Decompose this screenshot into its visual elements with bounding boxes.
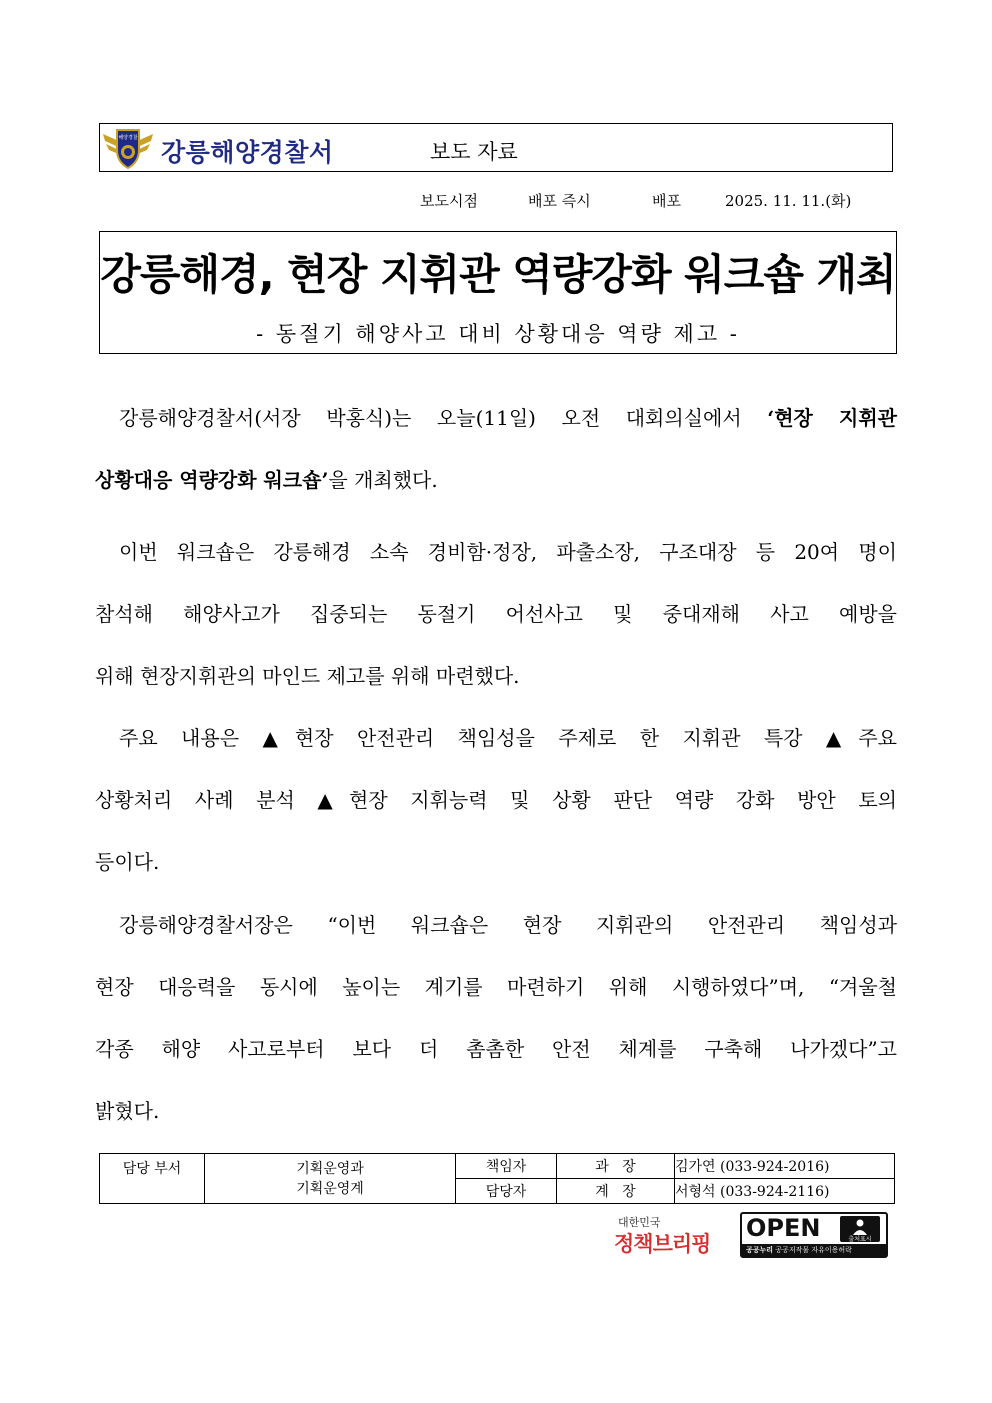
- paragraph-line: 주요 내용은 ▲현장 안전관리 책임성을 주제로 한 지휘관 특강 ▲주요: [119, 726, 897, 750]
- paragraph-line: 이번 워크숍은 강릉해경 소속 경비함·정장, 파출소장, 구조대장 등 20여 명이: [119, 540, 897, 564]
- policy-logo-text: [614, 1228, 710, 1258]
- dept-label: 담당 부서: [100, 1154, 205, 1204]
- document-type: 보도 자료: [430, 140, 518, 164]
- paragraph-line: 현장 대응력을 동시에 높이는 계기를 마련하기 위해 시행하였다”며, “겨울철: [95, 975, 897, 999]
- staff-label: 담당자: [456, 1179, 557, 1204]
- responsible-label: 책임자: [456, 1154, 557, 1179]
- paragraph-line: 위해 현장지휘관의 마인드 제고를 위해 마련했다.: [95, 664, 520, 688]
- distribution-label: 배포: [652, 192, 681, 210]
- release-label: 보도시점: [420, 192, 478, 210]
- release-date: 2025. 11. 11.(화): [725, 192, 852, 210]
- policy-briefing-logo: [614, 1212, 734, 1258]
- paragraph-line: 강릉해양경찰서장은 “이번 워크숍은 현장 지휘관의 안전관리 책임성과: [119, 913, 897, 937]
- responsible-title: 과 장: [557, 1154, 675, 1179]
- attribution-icon: 출처표시: [840, 1216, 880, 1242]
- staff-title: 계 장: [557, 1179, 675, 1204]
- page-title: 강릉해경, 현장 지휘관 역량강화 워크숍 개최: [100, 250, 896, 299]
- dept-name-cell: [205, 1154, 456, 1204]
- paragraph-line: 참석해 해양사고가 집중되는 동절기 어선사고 및 중대재해 사고 예방을: [95, 602, 897, 626]
- svg-text:해양경찰: 해양경찰: [118, 135, 138, 141]
- open-license-caption: 공공누리 공공저작물 자유이용허락: [742, 1244, 886, 1256]
- staff-contact: 서형석 (033-924-2116): [675, 1179, 895, 1204]
- paragraph-line: 밝혔다.: [95, 1099, 160, 1123]
- paragraph-1: [95, 404, 897, 528]
- paragraph-line: 상황처리 사례 분석 ▲현장 지휘능력 및 상황 판단 역량 강화 방안 토의: [95, 788, 897, 812]
- paragraph-line: 각종 해양 사고로부터 보다 더 촘촘한 안전 체계를 구축해 나가겠다”고: [95, 1037, 897, 1061]
- policy-logo-small-text: 대한민국: [618, 1216, 661, 1229]
- open-license-logo: [740, 1212, 888, 1258]
- agency-name: 강릉해양경찰서: [161, 138, 334, 167]
- paragraph-2: [95, 538, 897, 724]
- team-name: 기획운영계: [296, 1180, 364, 1197]
- open-text: OPEN: [746, 1214, 821, 1242]
- dept-name: 기획운영과: [296, 1160, 364, 1177]
- responsible-contact: 김가연 (033-924-2016): [675, 1154, 895, 1179]
- paragraph-4: [95, 911, 897, 1159]
- paragraph-line: 강릉해양경찰서(서장 박홍식)는 오늘(11일) 오전 대회의실에서 ‘현장 지휘관: [119, 406, 897, 430]
- paragraph-line: 등이다.: [95, 850, 160, 874]
- coast-guard-emblem-icon: [101, 124, 155, 171]
- policy-logo-accent: 정책브리핑: [614, 1232, 711, 1256]
- contact-table: [99, 1153, 895, 1204]
- release-timing: 배포 즉시: [528, 192, 591, 210]
- page-subtitle: - 동절기 해양사고 대비 상황대응 역량 제고 -: [256, 322, 740, 346]
- paragraph-line: 상황대응 역량강화 워크숍’을 개최했다.: [95, 468, 438, 492]
- paragraph-3: [95, 724, 897, 910]
